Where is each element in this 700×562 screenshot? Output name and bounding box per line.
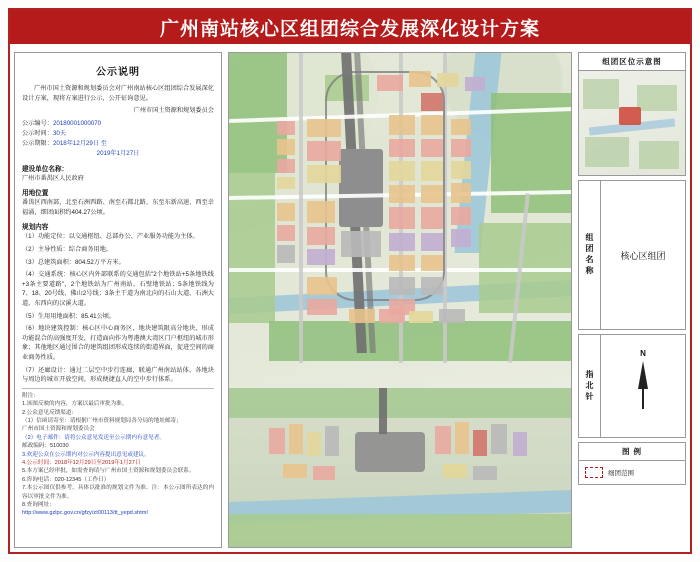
render-tower <box>289 424 303 454</box>
map-block <box>389 255 415 271</box>
field-no <box>22 119 214 129</box>
content-item-4: （4）交通系统：核心区内外部联系的交通包括"2个地铁站+5条地铁线+3条主要道路"，2个地铁站为广州南站、石壁地铁站；5条地铁线为7、18、20号线、佛山2号线；3条主干道为南北向的石山大道、石洲大道，东西向的汉溪大道。 <box>22 271 214 307</box>
map-green-s <box>269 321 571 361</box>
cluster-name-box <box>578 180 686 330</box>
map-block <box>389 207 415 229</box>
render-block <box>473 466 497 480</box>
cluster-name-label: 组团名称 <box>579 181 601 329</box>
map-block <box>277 225 295 241</box>
notice-issuer: 广州市国土资源和规划委员会 <box>133 107 214 115</box>
notice-heading: 公示说明 <box>96 67 140 78</box>
legend-item-label: 细团范围 <box>608 470 634 477</box>
page-title: 广州南站核心区组团综合发展深化设计方案 <box>159 17 540 40</box>
field-no-label: 公示编号： <box>22 119 53 127</box>
note-7: 3.欢迎公众在公示期内对公示内容提出意见或建议。 <box>22 451 150 458</box>
unit-value: 广州市番禺区人民政府 <box>22 174 84 182</box>
field-time-value: 30天 <box>52 129 67 137</box>
location-label: 用地位置 <box>22 190 49 198</box>
note-1: 1.该图反映的内容，方案以最后审批为准。 <box>22 401 128 408</box>
map-block <box>421 161 443 181</box>
render-tower <box>455 422 469 454</box>
map-block <box>307 227 335 245</box>
render-tower <box>491 424 507 454</box>
content-item-2: （2）主导性质：综合商务用地。 <box>22 245 113 253</box>
map-block <box>409 311 433 323</box>
render-block <box>283 464 307 478</box>
map-block <box>277 203 295 221</box>
render-tower <box>473 430 487 456</box>
content-item-3: （3）总建筑面积：804.52万平方米。 <box>22 258 125 266</box>
render-tower <box>269 428 285 454</box>
note-2: 2.公众意见反馈渠道： <box>22 409 78 416</box>
content-item-6: （6）地块建筑控制：核心区中心商务区，地块建筑限高分地块，形成功能混合的高强度开发，打造面向作为粤港澳大湾区门户枢纽的城市形象；其他地区通过围合的建筑组团形成连续的街道界面，促进空间的商业商务性质。 <box>22 325 214 362</box>
map-block <box>377 75 403 91</box>
map-block <box>277 245 295 263</box>
map-block <box>277 177 295 189</box>
map-block <box>451 183 471 203</box>
legend-box <box>578 442 686 485</box>
map-master-plan[interactable] <box>229 53 571 388</box>
locator-title: 组团区位示意图 <box>579 53 685 71</box>
map-block <box>421 115 443 135</box>
map-block <box>421 255 443 271</box>
map-block <box>451 161 471 179</box>
notes-title: 附注： <box>22 392 39 399</box>
compass-north-label: N <box>640 349 646 358</box>
map-block <box>421 207 443 229</box>
notes-divider <box>22 388 214 389</box>
map-block <box>451 207 471 225</box>
map-block <box>451 229 471 247</box>
map-block <box>389 277 415 295</box>
legend-item-range <box>579 461 685 484</box>
field-period <box>22 139 214 149</box>
render-tower <box>513 432 527 456</box>
render-tower <box>435 426 451 454</box>
note-9: 5.本方案已经审批，如需查询请与广州市国土资源和规划委员会联系。 <box>22 468 195 475</box>
map-block <box>389 161 415 181</box>
render-green-top <box>229 388 571 418</box>
map-aerial-render[interactable] <box>229 388 571 548</box>
map-block <box>437 73 459 87</box>
map-block <box>409 71 431 87</box>
map-block <box>421 139 443 157</box>
map-block <box>379 309 405 323</box>
compass-label: 指北针 <box>579 335 601 437</box>
note-10: 6.咨询电话：020-12345（工作日） <box>22 476 110 483</box>
map-block <box>307 201 335 223</box>
notice-panel <box>14 52 222 548</box>
legend-title: 图 例 <box>579 443 685 461</box>
compass-stem <box>642 387 644 409</box>
render-green-bottom <box>229 514 571 548</box>
notice-intro: 广州市国土资源和规划委员会对广州南站核心区组团综合发展深化设计方案，现将方案进行公示，公开征询意见。 <box>22 85 214 102</box>
note-5: （2）电子邮件：请将公众意见发送至公示期内有意见者。 <box>22 434 165 441</box>
map-block <box>465 77 485 91</box>
note-13: http://www.gzlpc.gov.cn/gfzy/zt00113/tt_yepd.shtml <box>22 510 148 517</box>
map-block <box>307 299 337 315</box>
map-block <box>389 185 415 203</box>
legend-swatch-dashed-icon <box>585 467 603 478</box>
location-text: 番禺区西南部，北至石洲西路、南至石都北路、东至东新高速、西至幸福涌，细团面积约404.27公顷。 <box>22 199 214 216</box>
map-block <box>307 119 341 137</box>
map-block <box>277 139 295 155</box>
map-block <box>307 165 341 183</box>
note-8: 4.公示时间：2018年12月29日至2019年1月27日 <box>22 460 141 466</box>
field-no-value: 20180001000070 <box>52 119 102 127</box>
render-station <box>355 432 425 472</box>
content-item-5: （5）生用用地面积：85.41公顷。 <box>22 312 116 320</box>
map-block <box>421 93 443 111</box>
map-block <box>389 233 415 251</box>
map-block <box>307 277 337 295</box>
plan-map[interactable] <box>228 52 572 548</box>
map-block <box>421 277 443 295</box>
compass-graphic-wrap <box>601 335 685 437</box>
locator-box <box>578 52 686 176</box>
map-road-v1 <box>299 53 303 363</box>
content-item-7: （7）还廊设计：通过二层空中步行连廊，联通广州南站站体、各地块与周边的城市开放空间，形成便捷直人的空中步行体系。 <box>22 366 214 384</box>
compass-needle <box>638 361 648 389</box>
field-period2-value: 2019年1月27日 <box>96 149 140 157</box>
map-block <box>307 141 341 161</box>
map-block <box>389 115 415 135</box>
field-period2 <box>22 149 214 159</box>
map-block <box>277 121 295 135</box>
map-block <box>307 249 335 265</box>
cluster-name-value: 核心区组团 <box>620 250 666 261</box>
compass-box <box>578 334 686 438</box>
map-block <box>451 119 471 135</box>
unit-label: 建设单位名称： <box>22 165 69 173</box>
render-tower <box>325 426 339 456</box>
field-period-value: 2018年12月29日 至 <box>52 139 107 147</box>
field-time <box>22 129 214 139</box>
content-label: 规划内容 <box>22 224 49 232</box>
locator-core-marker <box>619 107 641 125</box>
map-block <box>421 233 443 251</box>
content-item-1: （1）功能定位：以交通枢纽、总部办公、产业服务功能为主体。 <box>22 233 199 241</box>
legend-panel <box>578 52 686 548</box>
map-block <box>277 159 295 173</box>
render-rail <box>379 388 387 434</box>
field-period-label: 公示期限： <box>22 139 53 147</box>
map-green-nw <box>229 53 287 173</box>
locator-mini-map <box>579 71 685 175</box>
map-block <box>451 139 471 157</box>
map-block <box>439 309 465 323</box>
page-title-bar <box>10 10 690 44</box>
map-block <box>389 139 415 157</box>
note-12: 8.查询网址： <box>22 501 55 508</box>
render-tower <box>307 432 321 456</box>
note-11: 7.本公示图仅供参考，具体以批准的规划文件为准。注：本公示图所表达的内容以审批文件为准。 <box>22 485 214 500</box>
note-3: （1）信函请寄至：请根据广州市资料规划局各分局的地址邮寄； <box>22 418 182 425</box>
map-block <box>421 185 443 203</box>
render-block <box>313 466 335 480</box>
render-block <box>443 464 467 478</box>
field-time-label: 公示时间： <box>22 129 53 137</box>
map-block <box>349 309 375 323</box>
note-4: 广州市国土资源和规划委员会 <box>22 426 95 433</box>
note-6: 邮政编码：510030 <box>22 443 69 450</box>
compass-icon <box>626 349 660 415</box>
